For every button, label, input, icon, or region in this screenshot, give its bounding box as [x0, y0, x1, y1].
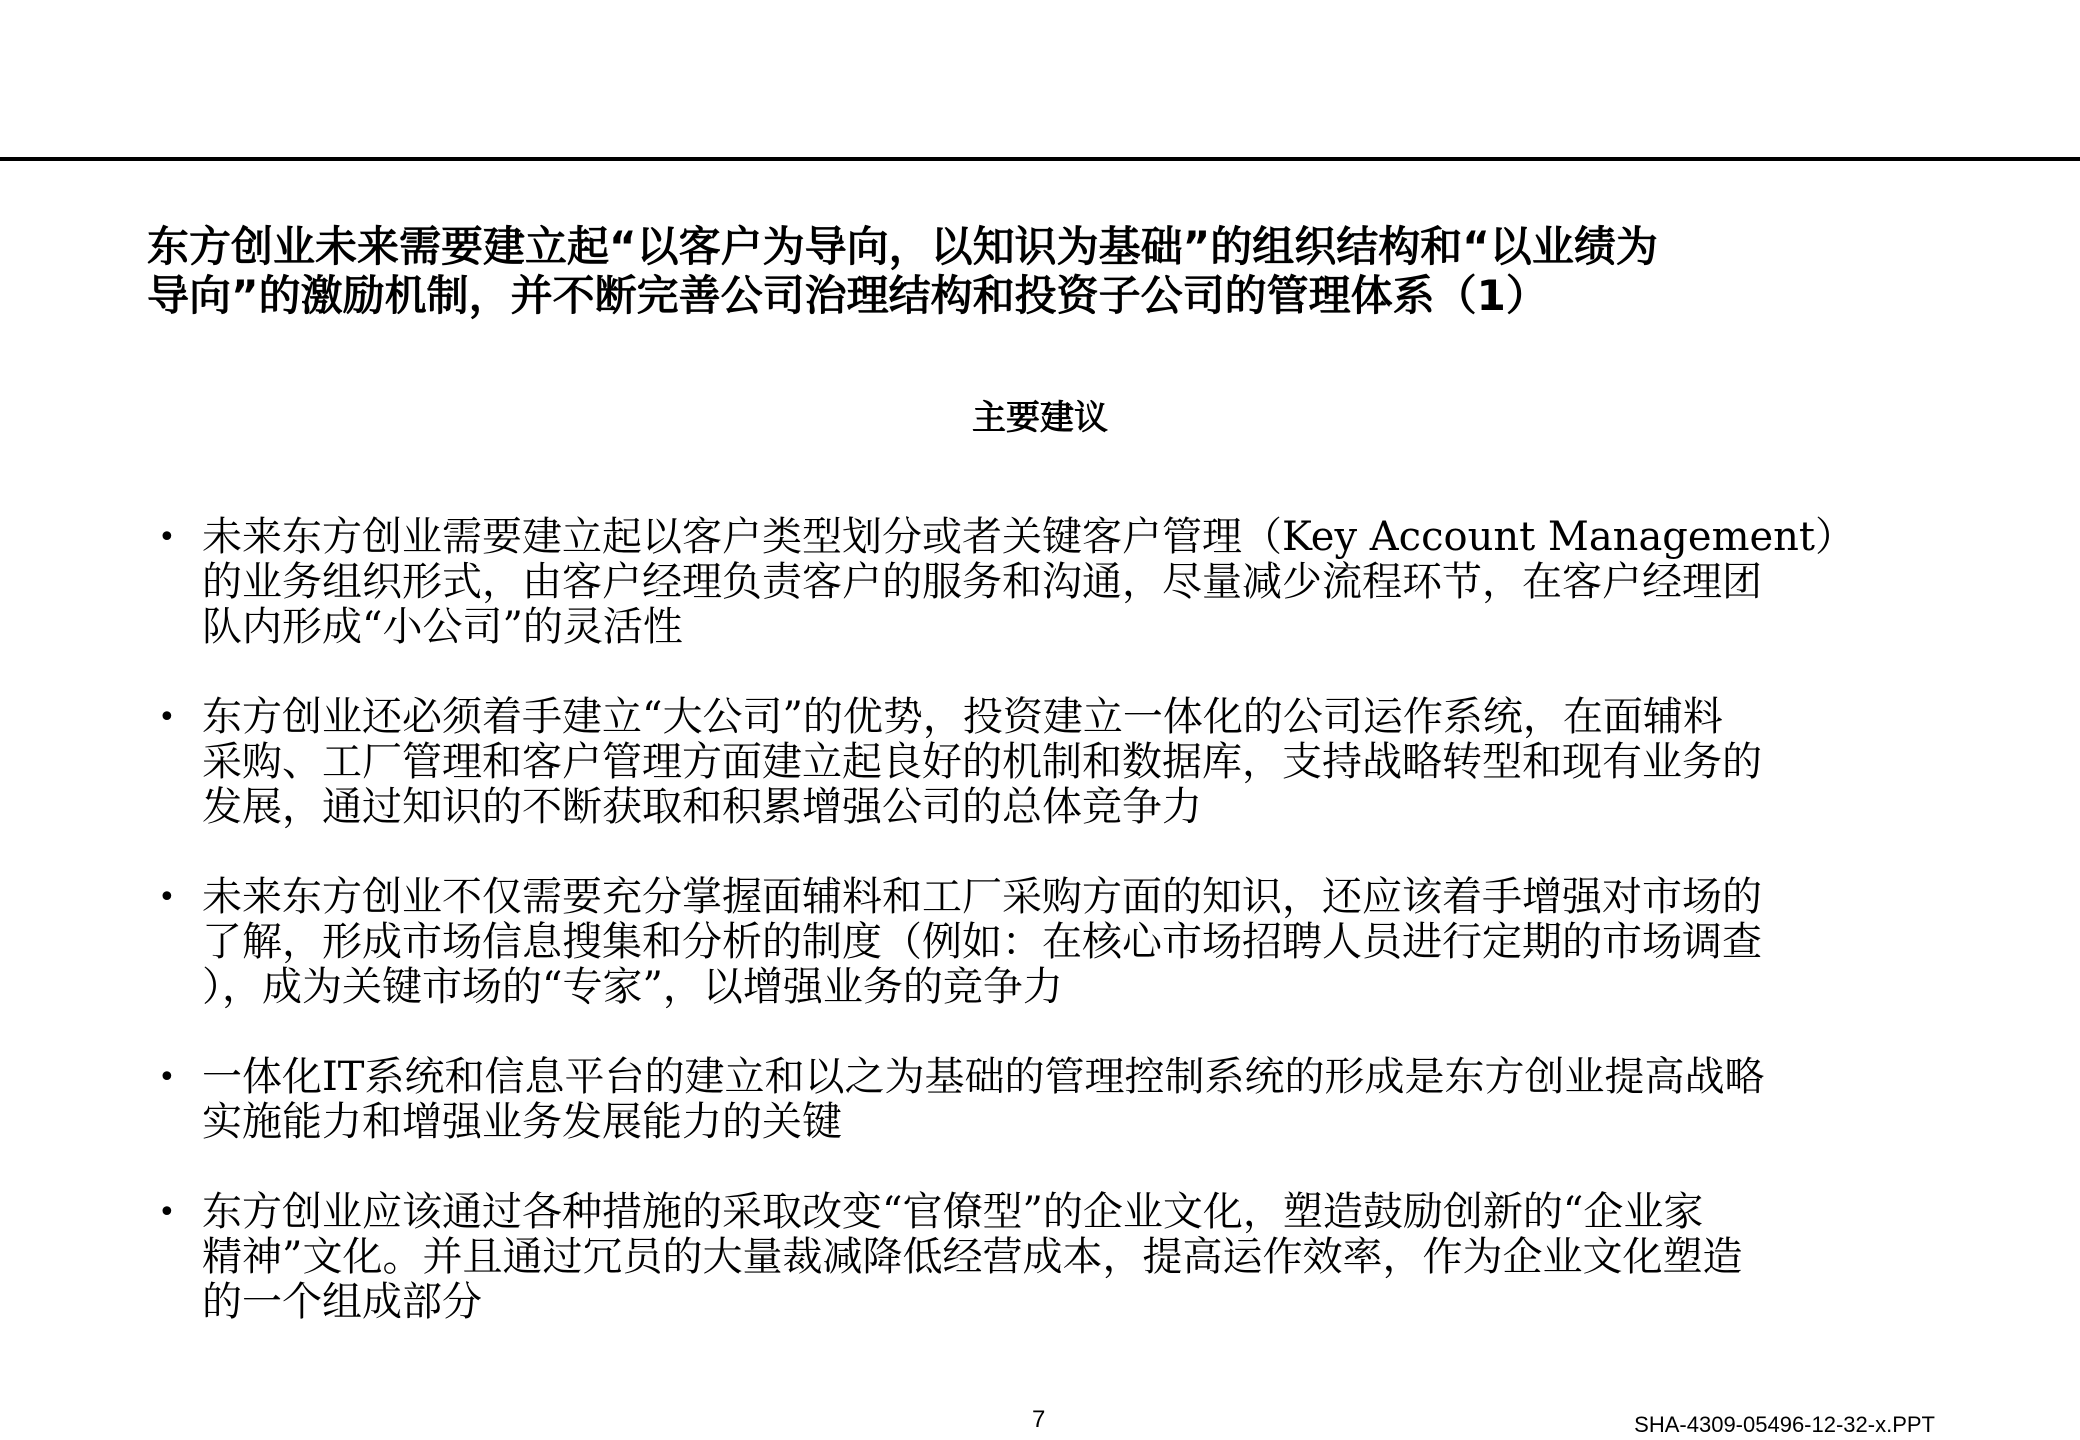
header-divider-rule: [0, 157, 2080, 161]
document-id: SHA-4309-05496-12-32-x.PPT: [1634, 1412, 1935, 1437]
text-line: ），成为关键市场的“专家”，以增强业务的竞争力: [202, 964, 1063, 1010]
text-line: 东方创业还必须着手建立“大公司”的优势，投资建立一体化的公司运作系统，在面辅料: [202, 694, 1723, 740]
slide-title-line-2: 导向”的激励机制，并不断完善公司治理结构和投资子公司的管理体系（1）: [147, 271, 1548, 320]
text-line: 的一个组成部分: [202, 1279, 482, 1325]
text-line: 未来东方创业不仅需要充分掌握面辅料和工厂采购方面的知识，还应该着手增强对市场的: [202, 874, 1762, 920]
text-line: 实施能力和增强业务发展能力的关键: [202, 1099, 842, 1145]
bullet-icon: •: [158, 880, 176, 915]
page-number: 7: [1032, 1406, 1046, 1433]
text-line: 东方创业应该通过各种措施的采取改变“官僚型”的企业文化，塑造鼓励创新的“企业家: [202, 1189, 1704, 1235]
text-line: 精神”文化。并且通过冗员的大量裁减降低经营成本，提高运作效率，作为企业文化塑造: [202, 1234, 1743, 1280]
bullet-icon: •: [158, 700, 176, 735]
bullet-icon: •: [158, 1060, 176, 1095]
section-heading-main-recommendations: 主要建议: [972, 398, 1108, 438]
bullet-icon: •: [158, 520, 176, 555]
recommendation-text: [202, 875, 1922, 1010]
bullet-icon: •: [158, 1195, 176, 1230]
text-line: 队内形成“小公司”的灵活性: [202, 604, 683, 650]
recommendation-text: [202, 1055, 1922, 1145]
slide-title-line-1: 东方创业未来需要建立起“以客户为导向，以知识为基础”的组织结构和“以业绩为: [147, 222, 1658, 271]
text-line: 采购、工厂管理和客户管理方面建立起良好的机制和数据库，支持战略转型和现有业务的: [202, 739, 1762, 785]
recommendation-text: [202, 515, 1922, 650]
text-line: 发展，通过知识的不断获取和积累增强公司的总体竞争力: [202, 784, 1202, 830]
recommendation-text: [202, 1190, 1922, 1325]
recommendation-text: [202, 695, 1922, 830]
slide-title: [147, 222, 1947, 320]
text-line: 一体化IT系统和信息平台的建立和以之为基础的管理控制系统的形成是东方创业提高战略: [202, 1054, 1765, 1100]
text-line: 的业务组织形式，由客户经理负责客户的服务和沟通，尽量减少流程环节，在客户经理团: [202, 559, 1762, 605]
text-line: 未来东方创业需要建立起以客户类型划分或者关键客户管理（Key Account Management）: [202, 514, 1856, 560]
text-line: 了解，形成市场信息搜集和分析的制度（例如：在核心市场招聘人员进行定期的市场调查: [202, 919, 1762, 965]
